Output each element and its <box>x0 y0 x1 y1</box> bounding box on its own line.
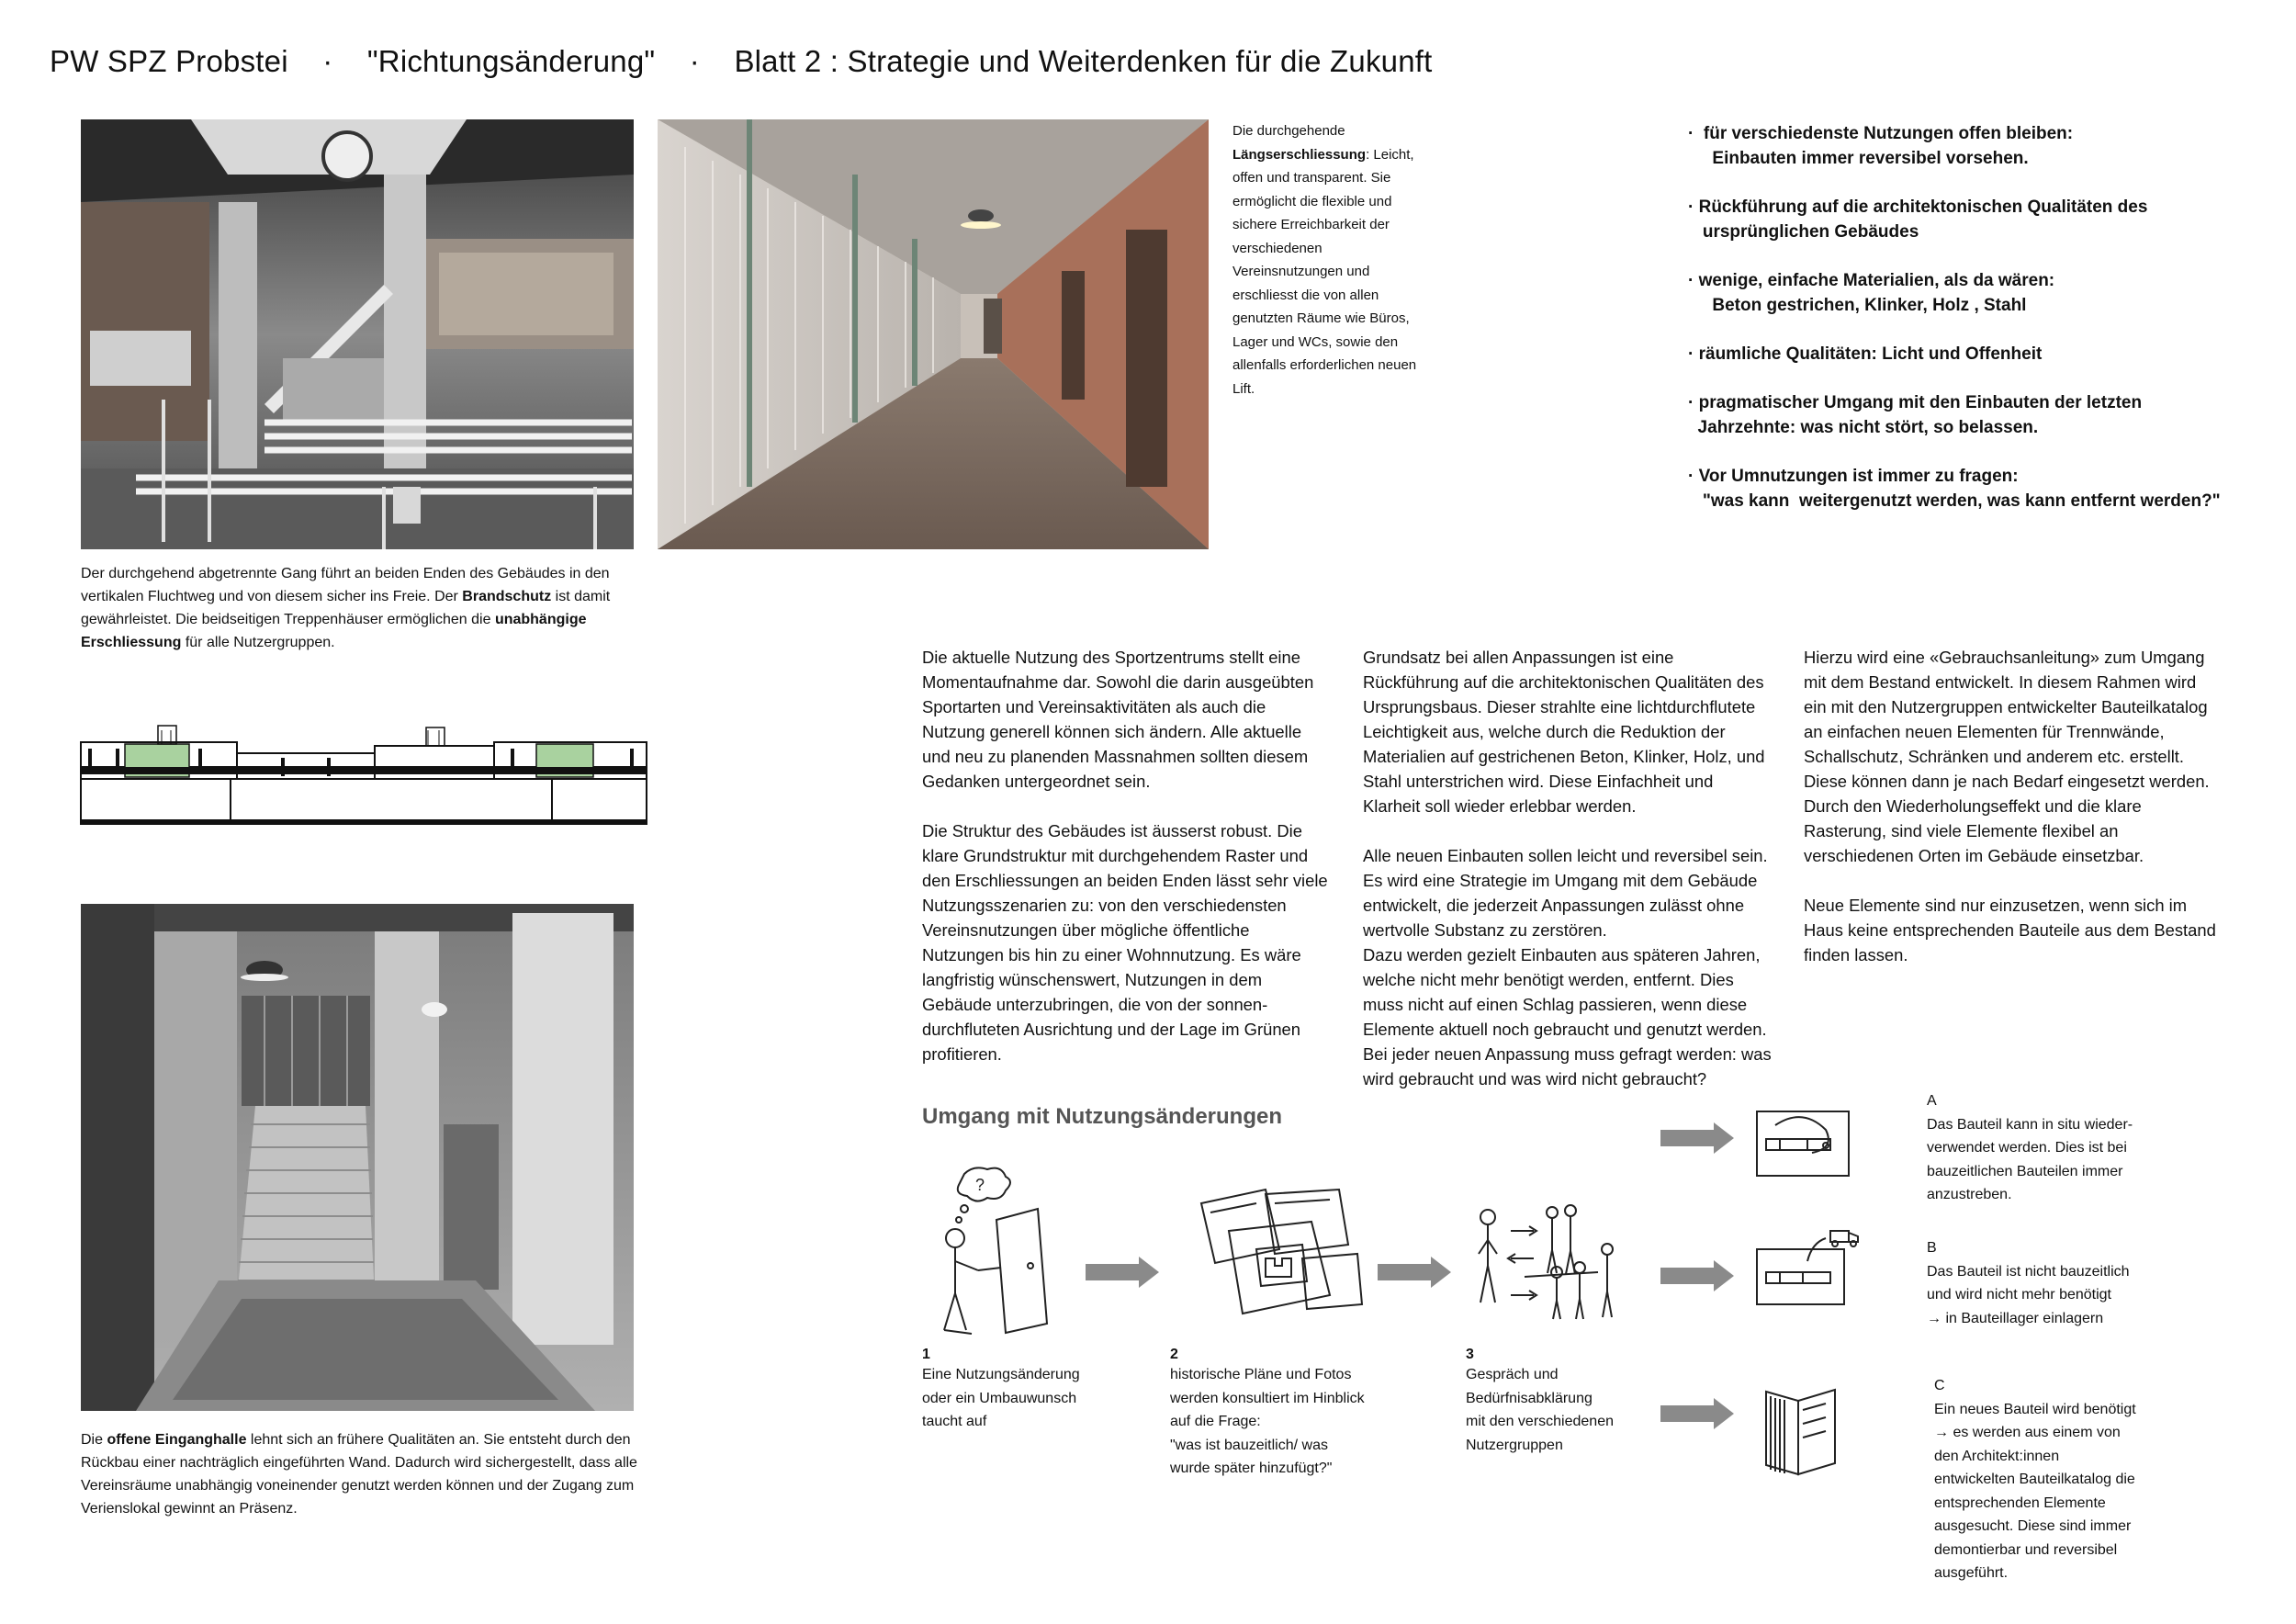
hall-caption: Der durchgehend abgetrennte Gang führt an beiden Enden des Gebäudes in den vertikalen Fluchtweg und von diesem sicher ins Freie. Der Brandschutz ist damit gewährleistet. Die beidseitigen Treppenhäuser ermöglichen die unabhängige Erschliessung für alle Nutzergruppen. <box>81 566 611 650</box>
step-number: 3 <box>1466 1347 1474 1362</box>
process-step-1 <box>922 1347 1106 1434</box>
step-number: 2 <box>1170 1347 1178 1362</box>
option-text: Das Bauteil ist nicht bauzeitlich und wird nicht mehr benötigt → in Bauteillager einlagern <box>1927 1263 2130 1326</box>
option-text: Ein neues Bauteil wird benötigt → es werden aus einem von den Architekt:innen entwickelten Bauteilkatalog die entsprechenden Elemente ausgesucht. Diese sind immer demontierbar und reversibel ausgeführt. <box>1934 1401 2136 1581</box>
option-c-arrow-icon <box>1660 1398 1734 1434</box>
entrance-hall-photo <box>81 904 634 1411</box>
text-column-2: Grundsatz bei allen Anpassungen ist eine Rückführung auf die architektonischen Qualitäten des Ursprungsbaus. Dieser strahlte eine lichtdurchflutete Leichtigkeit aus, welche durch die Reduktion der Materialien auf gestrichenen Beton, Klinker, Holz, und Stahl unterstrichen wird. Diese Einfachheit und Klarheit soll wieder erlebbar werden. Alle neuen Einbauten sollen leicht und reversibel sein. Es wird eine Strategie im Umgang mit dem Gebäude entwickelt, die jederzeit Anpassungen zulässt ohne wertvolle Substanz zu zerstören. Dazu werden gezielt Einbauten aus späteren Jahren, welche nicht mehr benötigt werden, entfernt. Dies muss nicht auf einen Schlag passieren, wenn diese Elemente aktuell noch gebraucht und genutzt werden. Bei jeder neuen Anpassung muss gefragt werden: was wird gebraucht und was wird nicht gebraucht? <box>1363 648 1772 1088</box>
bullet-item: · wenige, einfache Materialien, als da wären: Beton gestrichen, Klinker, Holz , Stahl <box>1688 271 2055 315</box>
step-number: 1 <box>922 1347 930 1362</box>
option-text: Das Bauteil kann in situ wieder- verwendet werden. Dies ist bei bauzeitlichen Bauteilen immer anzustreben. <box>1927 1116 2133 1202</box>
corridor-caption: Die durchgehende Längserschliessung: Leicht, offen und transparent. Sie ermöglicht die flexible und sichere Erreichbarkeit der verschiedenen Vereinsnutzungen und erschliesst die von allen genutzten Räume wie Büros, Lager und WCs, sowie den allenfalls erforderlichen neuen Lift. <box>1232 123 1417 397</box>
svg-text:?: ? <box>975 1176 985 1194</box>
bullet-item: · räumliche Qualitäten: Licht und Offenheit <box>1688 344 2043 364</box>
strategy-bullets <box>1688 121 2276 513</box>
sketch-people-discussion <box>1469 1194 1635 1323</box>
sketch-option-c-catalog <box>1752 1378 1844 1479</box>
bullet-item: · Rückführung auf die architektonischen Qualitäten des ursprünglichen Gebäudes <box>1688 197 2148 242</box>
option-a <box>1927 1089 2166 1207</box>
process-heading: Umgang mit Nutzungsänderungen <box>922 1104 1282 1129</box>
text-column-1: Die aktuelle Nutzung des Sportzentrums stellt eine Momentaufnahme dar. Sowohl die darin ausgeübten Sportarten und Vereinsaktivitäten als auch die Nutzung generell können sich ändern. Alle aktuelle und neu zu planenden Massnahmen sollten diesem Gedanken untergeordnet sein. Die Struktur des Gebäudes ist äusserst robust. Die klare Grundstruktur mit durchgehendem Raster und den Erschliessungen an beiden Enden lässt sehr viele Nutzungsszenarien zu: von den verschiedensten Vereinsnutzungen über mögliche öffentliche Nutzungen bis hin zu einer Wohnnutzung. Es wäre langfristig wünschenswert, Nutzungen in dem Gebäude unterzubringen, die von der sonnen- durchfluteten Ausrichtung und der Lage im Grünen profitieren. <box>922 648 1328 1064</box>
option-letter: C <box>1934 1378 1945 1393</box>
sketch-option-a-plan <box>1752 1107 1853 1180</box>
option-c <box>1934 1374 2173 1585</box>
step-text: Gespräch und Bedürfnisabklärung mit den verschiedenen Nutzergruppen <box>1466 1367 1614 1453</box>
page-title: PW SPZ Probstei · "Richtungsänderung" · Blatt 2 : Strategie und Weiterdenken für die Zukunft <box>50 44 1433 78</box>
corridor-photo <box>658 119 1209 549</box>
bullet-item: · pragmatischer Umgang mit den Einbauten der letzten Jahrzehnte: was nicht stört, so belassen. <box>1688 393 2143 437</box>
bullet-item: · für verschiedenste Nutzungen offen bleiben: Einbauten immer reversibel vorsehen. <box>1688 124 2074 168</box>
sketch-option-b-storage <box>1752 1222 1863 1309</box>
sketch-plans-photos <box>1192 1185 1367 1323</box>
bullet-item: · Vor Umnutzungen ist immer zu fragen: "was kann weitergenutzt werden, was kann entfernt werden?" <box>1688 467 2221 511</box>
option-b-arrow-icon <box>1660 1260 1734 1296</box>
process-step-2 <box>1170 1347 1390 1481</box>
option-letter: B <box>1927 1240 1937 1256</box>
process-arrow-icon <box>1378 1257 1451 1292</box>
option-b <box>1927 1236 2166 1330</box>
option-a-arrow-icon <box>1660 1122 1734 1158</box>
entrance-caption: Die offene Einganghalle lehnt sich an frühere Qualitäten an. Sie entsteht durch den Rückbau einer nachträglich eingeführten Wand. Dadurch wird sichergestellt, dass alle Vereinsräume unabhängig voneinender genutzt werden können und der Zugang zum Verienslokal gewinnt an Präsenz. <box>81 1432 637 1517</box>
step-text: historische Pläne und Fotos werden konsultiert im Hinblick auf die Frage: "was ist bauzeitlich/ was wurde später hinzufügt?" <box>1170 1367 1365 1476</box>
process-step-3 <box>1466 1347 1668 1457</box>
step-text: Eine Nutzungsänderung oder ein Umbauwunsch taucht auf <box>922 1367 1080 1429</box>
text-column-3: Hierzu wird eine «Gebrauchsanleitung» zum Umgang mit dem Bestand entwickelt. In diesem Rahmen wird ein mit den Nutzergruppen entwickelter Bauteilkatalog an einfachen neuen Elementen für Trennwände, Schallschutz, Schränken und anderem etc. erstellt. Diese können dann je nach Bedarf eingesetzt werden. Durch den Wiederholungseffekt und die klare Rasterung, sind viele Elemente flexibel an verschiedenen Orten im Gebäude einsetzbar. Neue Elemente sind nur einzusetzen, wenn sich im Haus keine entsprechenden Bauteile aus dem Bestand finden lassen. <box>1804 648 2216 964</box>
process-arrow-icon <box>1086 1257 1159 1292</box>
sketch-person-door <box>928 1165 1084 1339</box>
floor-plan <box>79 716 648 827</box>
option-letter: A <box>1927 1093 1937 1109</box>
hall-interior-photo <box>81 119 634 549</box>
